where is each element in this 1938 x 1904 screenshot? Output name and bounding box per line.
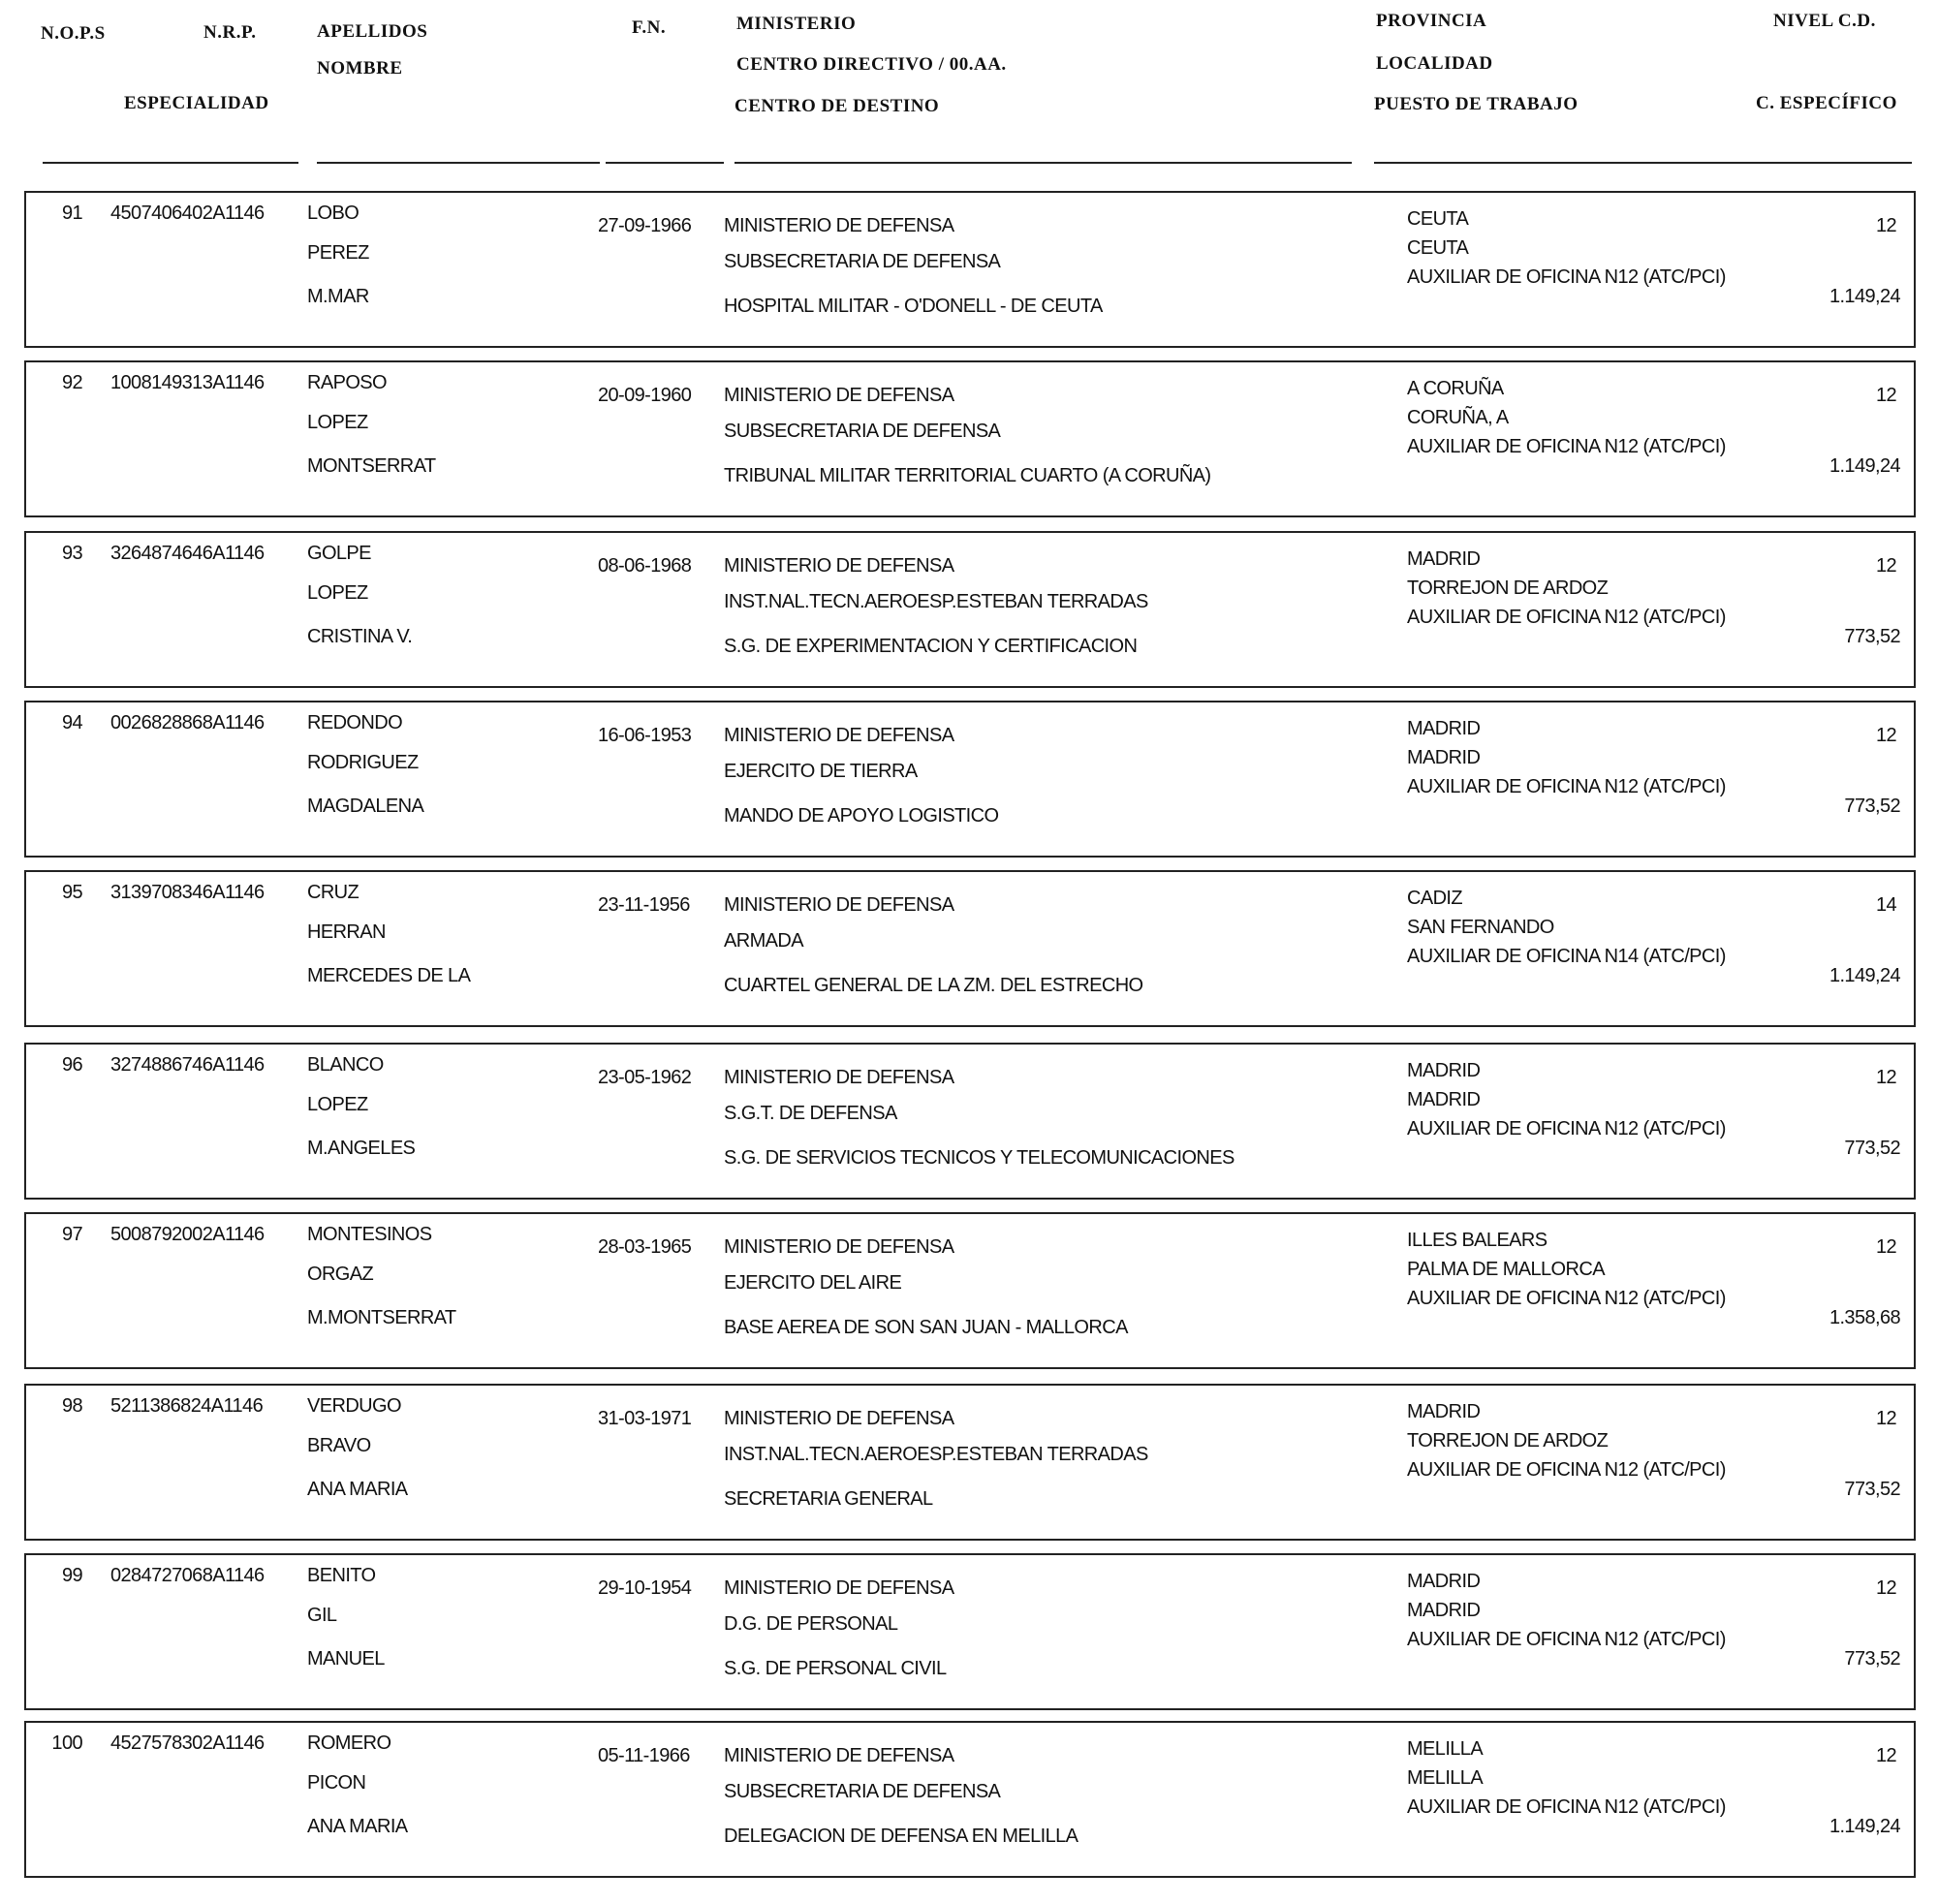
record-provincia: CADIZ [1407, 888, 1463, 909]
record-number: 92 [61, 372, 82, 393]
header-divider [606, 162, 724, 164]
record-centro-destino: S.G. DE SERVICIOS TECNICOS Y TELECOMUNICACIONES [724, 1147, 1235, 1169]
record-nivel: 12 [1875, 1067, 1896, 1088]
record-complemento-especifico: 773,52 [1844, 626, 1900, 647]
record-number: 94 [61, 712, 82, 734]
header-especifico: C. ESPECÍFICO [1756, 93, 1897, 113]
record-centro-destino: TRIBUNAL MILITAR TERRITORIAL CUARTO (A CORUÑA) [724, 465, 1211, 486]
header-especialidad: ESPECIALIDAD [124, 93, 269, 113]
record-centro-destino: SECRETARIA GENERAL [724, 1488, 933, 1510]
header-nivel: NIVEL C.D. [1773, 11, 1876, 31]
record-apellido1: GOLPE [307, 543, 371, 564]
record-complemento-especifico: 773,52 [1844, 1479, 1900, 1500]
record-provincia: MADRID [1407, 1571, 1481, 1592]
record-centro-directivo: ARMADA [724, 930, 803, 952]
header-fn: F.N. [632, 17, 667, 38]
record-apellido2: LOPEZ [307, 1094, 368, 1115]
record-provincia: A CORUÑA [1407, 378, 1504, 399]
record-ministerio: MINISTERIO DE DEFENSA [724, 1745, 954, 1766]
record-fecha-nacimiento: 28-03-1965 [598, 1236, 692, 1258]
record-complemento-especifico: 1.149,24 [1829, 965, 1900, 986]
record-apellido2: PEREZ [307, 242, 369, 264]
record-puesto: AUXILIAR DE OFICINA N12 (ATC/PCI) [1407, 266, 1726, 288]
record-nombre: MAGDALENA [307, 796, 424, 817]
record-apellido2: LOPEZ [307, 412, 368, 433]
record-fecha-nacimiento: 29-10-1954 [598, 1577, 692, 1599]
record-puesto: AUXILIAR DE OFICINA N12 (ATC/PCI) [1407, 1796, 1726, 1818]
record-centro-directivo: INST.NAL.TECN.AEROESP.ESTEBAN TERRADAS [724, 1444, 1148, 1465]
record-apellido2: RODRIGUEZ [307, 752, 419, 773]
record-fecha-nacimiento: 05-11-1966 [598, 1745, 690, 1766]
record-nrp: 3139708346A1146 [110, 882, 265, 903]
header-puesto: PUESTO DE TRABAJO [1374, 94, 1579, 114]
record-nrp: 3274886746A1146 [110, 1054, 265, 1076]
record-row [24, 360, 1916, 517]
record-provincia: MADRID [1407, 718, 1481, 739]
record-apellido1: REDONDO [307, 712, 403, 734]
record-centro-destino: S.G. DE EXPERIMENTACION Y CERTIFICACION [724, 636, 1138, 657]
record-nivel: 12 [1875, 215, 1896, 236]
record-apellido1: MONTESINOS [307, 1224, 432, 1245]
header-centro-destino: CENTRO DE DESTINO [735, 96, 940, 116]
record-fecha-nacimiento: 16-06-1953 [598, 725, 692, 746]
record-centro-destino: S.G. DE PERSONAL CIVIL [724, 1658, 947, 1679]
record-apellido1: BENITO [307, 1565, 376, 1586]
record-centro-directivo: EJERCITO DEL AIRE [724, 1272, 902, 1294]
record-centro-directivo: D.G. DE PERSONAL [724, 1613, 898, 1635]
record-ministerio: MINISTERIO DE DEFENSA [724, 1577, 954, 1599]
record-nombre: M.MONTSERRAT [307, 1307, 456, 1328]
record-fecha-nacimiento: 31-03-1971 [598, 1408, 692, 1429]
record-apellido2: GIL [307, 1605, 337, 1626]
record-centro-destino: HOSPITAL MILITAR - O'DONELL - DE CEUTA [724, 296, 1103, 317]
record-nombre: MERCEDES DE LA [307, 965, 471, 986]
record-puesto: AUXILIAR DE OFICINA N12 (ATC/PCI) [1407, 776, 1726, 797]
record-localidad: TORREJON DE ARDOZ [1407, 577, 1609, 599]
record-puesto: AUXILIAR DE OFICINA N12 (ATC/PCI) [1407, 1459, 1726, 1481]
header-apellidos: APELLIDOS [317, 21, 428, 42]
record-complemento-especifico: 773,52 [1844, 796, 1900, 817]
record-puesto: AUXILIAR DE OFICINA N14 (ATC/PCI) [1407, 946, 1726, 967]
record-ministerio: MINISTERIO DE DEFENSA [724, 1408, 954, 1429]
record-row [24, 531, 1916, 688]
record-row [24, 1553, 1916, 1710]
record-localidad: PALMA DE MALLORCA [1407, 1259, 1605, 1280]
record-apellido2: ORGAZ [307, 1264, 374, 1285]
record-complemento-especifico: 1.149,24 [1829, 286, 1900, 307]
record-complemento-especifico: 1.149,24 [1829, 1816, 1900, 1837]
record-nivel: 12 [1875, 385, 1896, 406]
record-ministerio: MINISTERIO DE DEFENSA [724, 555, 954, 577]
record-localidad: CEUTA [1407, 237, 1469, 259]
record-complemento-especifico: 773,52 [1844, 1648, 1900, 1670]
record-nrp: 5211386824A1146 [110, 1395, 264, 1417]
record-nrp: 0284727068A1146 [110, 1565, 265, 1586]
record-ministerio: MINISTERIO DE DEFENSA [724, 215, 954, 236]
record-apellido2: HERRAN [307, 921, 386, 943]
record-number: 96 [61, 1054, 82, 1076]
record-nombre: M.ANGELES [307, 1138, 416, 1159]
record-complemento-especifico: 1.358,68 [1829, 1307, 1900, 1328]
record-apellido1: VERDUGO [307, 1395, 401, 1417]
record-row [24, 870, 1916, 1027]
record-centro-directivo: SUBSECRETARIA DE DEFENSA [724, 421, 1001, 442]
record-nombre: CRISTINA V. [307, 626, 413, 647]
header-centro-directivo: CENTRO DIRECTIVO / 00.AA. [736, 54, 1007, 75]
record-number: 99 [61, 1565, 82, 1586]
record-apellido2: PICON [307, 1772, 366, 1794]
record-number: 93 [61, 543, 82, 564]
record-localidad: MADRID [1407, 747, 1481, 768]
record-provincia: ILLES BALEARS [1407, 1230, 1547, 1251]
record-row [24, 1384, 1916, 1541]
record-provincia: MADRID [1407, 1401, 1481, 1422]
record-nombre: ANA MARIA [307, 1479, 408, 1500]
record-provincia: CEUTA [1407, 208, 1469, 230]
record-nivel: 12 [1875, 1408, 1896, 1429]
record-centro-destino: MANDO DE APOYO LOGISTICO [724, 805, 999, 827]
record-row [24, 1721, 1916, 1878]
record-number: 97 [61, 1224, 82, 1245]
record-provincia: MADRID [1407, 1060, 1481, 1081]
header-divider [735, 162, 1352, 164]
record-nombre: MONTSERRAT [307, 455, 436, 477]
record-puesto: AUXILIAR DE OFICINA N12 (ATC/PCI) [1407, 1629, 1726, 1650]
record-localidad: SAN FERNANDO [1407, 917, 1554, 938]
record-nrp: 5008792002A1146 [110, 1224, 265, 1245]
record-localidad: MELILLA [1407, 1767, 1484, 1789]
record-ministerio: MINISTERIO DE DEFENSA [724, 385, 954, 406]
header-divider [43, 162, 298, 164]
record-centro-directivo: SUBSECRETARIA DE DEFENSA [724, 1781, 1001, 1802]
record-apellido1: ROMERO [307, 1732, 391, 1754]
record-ministerio: MINISTERIO DE DEFENSA [724, 1067, 954, 1088]
record-number: 95 [61, 882, 82, 903]
record-apellido1: CRUZ [307, 882, 359, 903]
record-apellido1: RAPOSO [307, 372, 387, 393]
record-localidad: MADRID [1407, 1089, 1481, 1110]
record-row [24, 701, 1916, 858]
record-nrp: 1008149313A1146 [110, 372, 265, 393]
record-ministerio: MINISTERIO DE DEFENSA [724, 894, 954, 916]
record-ministerio: MINISTERIO DE DEFENSA [724, 1236, 954, 1258]
record-nivel: 12 [1875, 555, 1896, 577]
record-centro-directivo: SUBSECRETARIA DE DEFENSA [724, 251, 1001, 272]
record-apellido2: LOPEZ [307, 582, 368, 604]
record-apellido2: BRAVO [307, 1435, 371, 1456]
record-nrp: 4507406402A1146 [110, 203, 265, 224]
record-centro-directivo: INST.NAL.TECN.AEROESP.ESTEBAN TERRADAS [724, 591, 1148, 612]
record-centro-directivo: EJERCITO DE TIERRA [724, 761, 918, 782]
header-nrp: N.R.P. [203, 22, 257, 43]
record-fecha-nacimiento: 23-05-1962 [598, 1067, 692, 1088]
record-fecha-nacimiento: 23-11-1956 [598, 894, 690, 916]
record-centro-destino: BASE AEREA DE SON SAN JUAN - MALLORCA [724, 1317, 1128, 1338]
record-puesto: AUXILIAR DE OFICINA N12 (ATC/PCI) [1407, 607, 1726, 628]
record-fecha-nacimiento: 20-09-1960 [598, 385, 692, 406]
header-divider [317, 162, 600, 164]
record-row [24, 1212, 1916, 1369]
record-complemento-especifico: 1.149,24 [1829, 455, 1900, 477]
record-row [24, 1043, 1916, 1200]
record-apellido1: BLANCO [307, 1054, 384, 1076]
header-nombre: NOMBRE [317, 58, 403, 78]
record-provincia: MADRID [1407, 548, 1481, 570]
record-nivel: 12 [1875, 1745, 1896, 1766]
record-puesto: AUXILIAR DE OFICINA N12 (ATC/PCI) [1407, 436, 1726, 457]
record-complemento-especifico: 773,52 [1844, 1138, 1900, 1159]
header-localidad: LOCALIDAD [1376, 53, 1493, 74]
record-nombre: M.MAR [307, 286, 369, 307]
record-nombre: ANA MARIA [307, 1816, 408, 1837]
record-row [24, 191, 1916, 348]
record-apellido1: LOBO [307, 203, 359, 224]
record-nivel: 12 [1875, 725, 1896, 746]
record-fecha-nacimiento: 27-09-1966 [598, 215, 692, 236]
record-puesto: AUXILIAR DE OFICINA N12 (ATC/PCI) [1407, 1288, 1726, 1309]
record-nivel: 12 [1875, 1236, 1896, 1258]
record-centro-destino: CUARTEL GENERAL DE LA ZM. DEL ESTRECHO [724, 975, 1143, 996]
record-centro-destino: DELEGACION DE DEFENSA EN MELILLA [724, 1826, 1078, 1847]
record-nrp: 0026828868A1146 [110, 712, 265, 734]
record-number: 100 [51, 1732, 82, 1754]
record-nrp: 3264874646A1146 [110, 543, 265, 564]
record-ministerio: MINISTERIO DE DEFENSA [724, 725, 954, 746]
record-nivel: 14 [1875, 894, 1896, 916]
header-ministerio: MINISTERIO [736, 14, 857, 34]
record-nivel: 12 [1875, 1577, 1896, 1599]
record-nombre: MANUEL [307, 1648, 385, 1670]
record-fecha-nacimiento: 08-06-1968 [598, 555, 692, 577]
header-divider [1374, 162, 1912, 164]
record-localidad: TORREJON DE ARDOZ [1407, 1430, 1609, 1451]
record-localidad: CORUÑA, A [1407, 407, 1509, 428]
header-nops: N.O.P.S [41, 23, 106, 44]
record-localidad: MADRID [1407, 1600, 1481, 1621]
record-centro-directivo: S.G.T. DE DEFENSA [724, 1103, 897, 1124]
record-puesto: AUXILIAR DE OFICINA N12 (ATC/PCI) [1407, 1118, 1726, 1139]
record-number: 98 [61, 1395, 82, 1417]
header-provincia: PROVINCIA [1376, 11, 1487, 31]
record-number: 91 [61, 203, 82, 224]
record-nrp: 4527578302A1146 [110, 1732, 265, 1754]
record-provincia: MELILLA [1407, 1738, 1484, 1760]
